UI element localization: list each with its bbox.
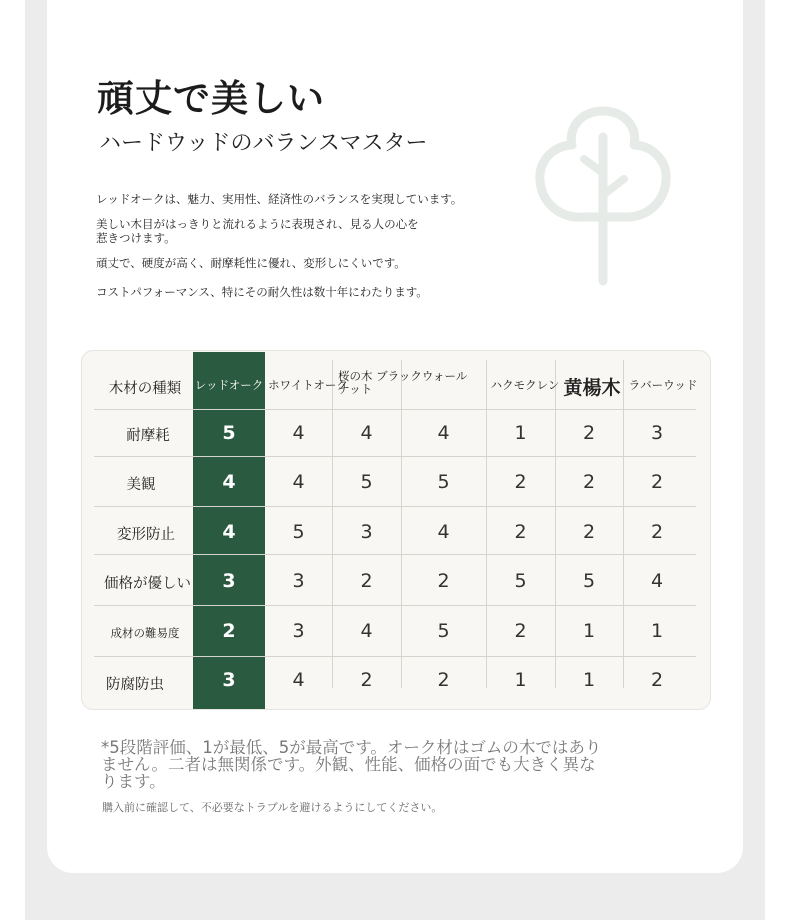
row-divider: [94, 456, 696, 457]
table-cell: 4: [292, 669, 305, 691]
table-cell: 5: [292, 521, 305, 543]
table-cell: 2: [582, 471, 596, 493]
table-cell: 5: [437, 620, 450, 642]
column-header: 黄楊木: [563, 377, 621, 399]
row-divider: [94, 506, 696, 507]
column-header: レッドオーク: [194, 378, 264, 392]
row-label: 変形防止: [117, 527, 175, 543]
table-cell: 2: [360, 669, 373, 691]
row-label: 成材の難易度: [110, 626, 180, 640]
purchase-note: 購入前に確認して、不必要なトラブルを避けるようにしてください。: [102, 801, 443, 814]
column-header: ハクモクレン: [490, 378, 560, 392]
row-divider: [94, 656, 696, 657]
table-cell: 2: [650, 521, 664, 543]
table-cell: 3: [292, 620, 305, 642]
table-cell: 4: [222, 471, 236, 493]
table-cell: 4: [292, 422, 305, 444]
table-cell: 3: [222, 570, 236, 592]
column-header: ホワイトオーク: [268, 378, 348, 392]
table-cell: 5: [514, 570, 527, 592]
description-line: レッドオークは、魅力、実用性、経済性のバランスを実現しています。: [96, 192, 463, 206]
column-header: 桜の木 ブラックウォールナット: [338, 369, 468, 396]
table-cell: 4: [650, 570, 664, 592]
row-divider: [94, 554, 696, 555]
page-subtitle: ハードウッドのバランスマスター: [99, 131, 428, 156]
table-cell: 1: [582, 620, 596, 642]
table-cell: 2: [437, 669, 450, 691]
table-cell: 2: [650, 669, 664, 691]
table-cell: 2: [582, 422, 596, 444]
row-label: 防腐防虫: [106, 677, 164, 693]
table-cell: 5: [222, 422, 236, 444]
table-cell: 2: [360, 570, 373, 592]
table-cell: 4: [360, 422, 373, 444]
table-cell: 4: [360, 620, 373, 642]
table-cell: 4: [222, 521, 236, 543]
row-divider: [94, 409, 696, 410]
table-cell: 2: [222, 620, 236, 642]
row-label: 美観: [126, 477, 156, 493]
description-line: 頑丈で、硬度が高く、耐摩耗性に優れ、変形しにくいです。: [96, 256, 406, 270]
table-cell: 4: [437, 521, 450, 543]
table-cell: 3: [292, 570, 305, 592]
table-cell: 2: [514, 620, 527, 642]
description-line: コストパフォーマンス、特にその耐久性は数十年にわたります。: [96, 285, 428, 299]
row-divider: [94, 605, 696, 606]
table-cell: 2: [582, 521, 596, 543]
table-cell: 5: [360, 471, 373, 493]
table-cell: 2: [437, 570, 450, 592]
column-header: ラバーウッド: [628, 378, 698, 392]
table-cell: 1: [514, 422, 527, 444]
table-cell: 1: [514, 669, 527, 691]
table-cell: 5: [582, 570, 596, 592]
table-cell: 4: [437, 422, 450, 444]
row-label: 価格が優しい: [104, 576, 191, 592]
table-cell: 2: [514, 471, 527, 493]
description-line: 美しい木目がはっきりと流れるように表現され、見る人の心を惹きつけます。: [96, 217, 419, 245]
rating-note: *5段階評価、1が最低、5が最高です。オーク材はゴムの木ではありません。二者は無関係です。外観、性能、価格の面でも大きく異なります。: [101, 738, 602, 791]
corner-label: 木材の種類: [108, 381, 182, 397]
row-label: 耐摩耗: [126, 428, 170, 444]
table-cell: 3: [222, 669, 236, 691]
table-cell: 2: [650, 471, 664, 493]
table-cell: 3: [360, 521, 373, 543]
table-cell: 4: [292, 471, 305, 493]
page-title: 頑丈で美しい: [97, 77, 325, 120]
table-cell: 3: [650, 422, 664, 444]
table-cell: 5: [437, 471, 450, 493]
tree-icon: [528, 103, 678, 288]
table-cell: 1: [582, 669, 596, 691]
table-cell: 2: [514, 521, 527, 543]
table-cell: 1: [650, 620, 664, 642]
